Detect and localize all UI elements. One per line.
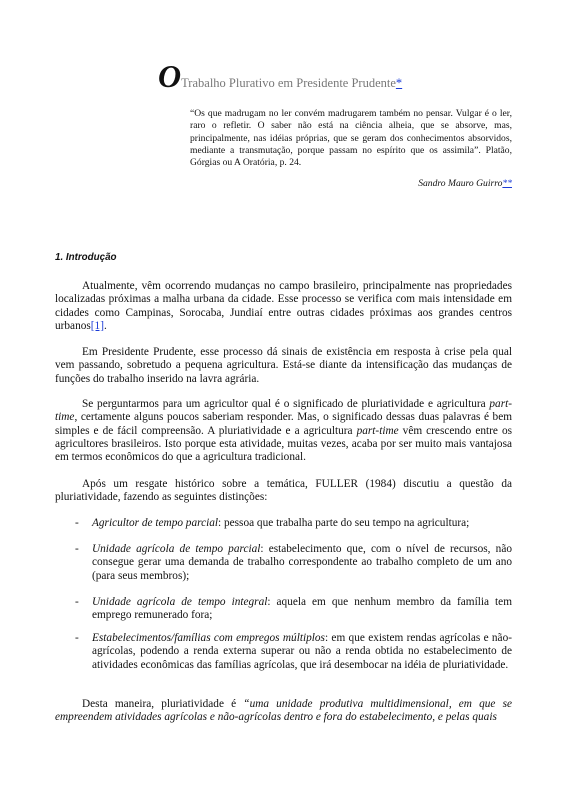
paragraph-4: [55, 478, 512, 505]
definition-term: Agricultor de tempo parcial: [92, 517, 219, 529]
definition-item: [55, 632, 512, 672]
list-dash: -: [75, 517, 79, 529]
definition-term: Unidade agrícola de tempo parcial: [92, 543, 261, 555]
epigraph: [190, 108, 512, 169]
paragraph-1: [55, 280, 512, 333]
document-title: [158, 60, 402, 92]
section-heading: 1. Introdução: [55, 252, 117, 263]
paragraph-1-end: .: [103, 319, 107, 332]
definition-term: Estabelecimentos/famílias com empregos múltiplos: [92, 632, 325, 644]
definition-text: : estabelecimento que, com o nível de recursos, não consegue gerar uma demanda de trabalho correspondente ao trabalho completo de um ano (para seus membros);: [92, 543, 512, 582]
paragraph-4-text: Após um resgate histórico sobre a temática, FULLER (1984) discutiu a questão da pluriatividade, fazendo as seguintes distinções:: [55, 478, 512, 504]
paragraph-5-quote: “uma unidade produtiva multidimensional, em que se empreendem atividades agrícolas e não-agrícolas dentro e fora do estabelecimento, e pelas quais: [55, 698, 512, 724]
definition-item: [55, 543, 512, 583]
paragraph-5: [55, 698, 512, 725]
paragraph-3-e: vêm crescendo entre os agricultores brasileiros. Isto porque esta atividade, muitas vezes, acaba por ser muito mais vantajosa em termos econômicos do que a agricultura tradicional.: [55, 424, 512, 464]
paragraph-2: [55, 346, 512, 386]
title-footnote-link[interactable]: *: [395, 76, 403, 90]
paragraph-2-text: Em Presidente Prudente, esse processo dá sinais de existência em resposta à crise pela qual vem passando, sobretudo a pequena agricultura. Está-se diante da intensificação das mudanças de funções do trabalho inserido na lavra agrária.: [55, 346, 512, 385]
list-dash: -: [75, 632, 79, 644]
reference-link-1[interactable]: [1]: [90, 319, 104, 332]
author-name: Sandro Mauro Guirro: [418, 178, 503, 189]
definition-item: [55, 517, 512, 530]
paragraph-3-c: , certamente alguns poucos saberiam responder. Mas, o significado dessas duas palavras é bem simples e de fácil compreensão. A pluriatividade e a agricultura: [55, 411, 512, 437]
paragraph-3: [55, 398, 512, 464]
author-footnote-link[interactable]: **: [502, 178, 512, 189]
definition-text: : aquela em que nenhum membro da família tem emprego remunerado fora;: [92, 596, 512, 622]
paragraph-3-d: part-time: [356, 424, 399, 437]
list-dash: -: [75, 543, 79, 555]
list-dash: -: [75, 596, 79, 608]
paragraph-1-text: Atualmente, vêm ocorrendo mudanças no campo brasileiro, principalmente nas propriedades localizadas próximas a malha urbana da cidade. Esse processo se verifica com mais intensidade em cidades como Campinas, Sorocaba, Jundiaí entre outras cidades próximas aos grandes centros urbanos: [55, 280, 512, 332]
paragraph-3-b: part-time: [55, 398, 512, 424]
definition-term: Unidade agrícola de tempo integral: [92, 596, 268, 608]
paragraph-5-a: Desta maneira, pluriatividade é: [82, 698, 244, 710]
definition-item: [55, 596, 512, 623]
paragraph-3-a: Se perguntarmos para um agricultor qual é o significado de pluriatividade e agricultura: [82, 398, 490, 410]
definition-text: : pessoa que trabalha parte do seu tempo na agricultura;: [218, 517, 470, 529]
title-dropcap: O: [158, 58, 182, 94]
title-text: Trabalho Plurativo em Presidente Prudente: [181, 76, 396, 90]
author-line: [418, 178, 512, 189]
definition-text: : em que existem rendas agrícolas e não-agrícolas, podendo a renda externa superar ou não a renda obtida no estabelecimento de atividades econômicas das famílias agrícolas, que irá desembocar na idéia de pluriatividade.: [92, 632, 512, 671]
epigraph-text: “Os que madrugam no ler convém madrugarem também no pensar. Vulgar é o ler, raro o refletir. O saber não está na ciência alheia, que se absorve, mas, principalmente, nas idéias próprias, que se geram dos conhecimentos absorvidos, mediante a transmutação, porque passam no espírito que os assimila”. Platão, Górgias ou A Oratória, p. 24.: [190, 108, 512, 169]
